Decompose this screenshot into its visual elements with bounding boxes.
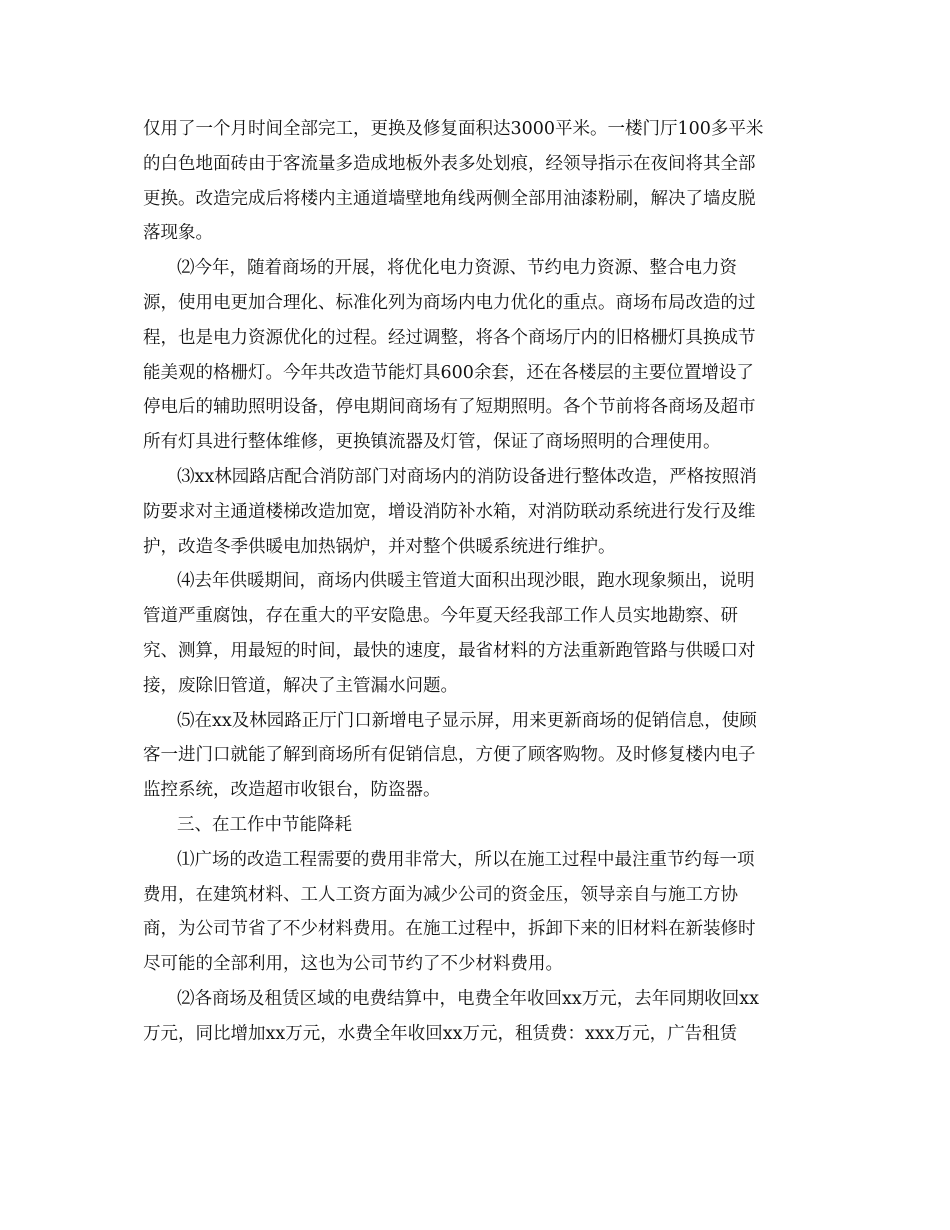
text-line: 能美观的格栅灯。今年共改造节能灯具600余套，还在各楼层的主要位置增设了 xyxy=(143,362,754,383)
text-line: 的白色地面砖由于客流量多造成地板外表多处划痕，经领导指示在夜间将其全部 xyxy=(143,153,756,174)
text-line: 落现象。 xyxy=(143,223,213,244)
text-line: 仅用了一个月时间全部完工，更换及修复面积达3000平米。一楼门厅100多平米 xyxy=(143,119,764,139)
text-line: 尽可能的全部利用，这也为公司节约了不少材料费用。 xyxy=(143,954,563,975)
text-line: 三、在工作中节能降耗 xyxy=(177,814,352,835)
text-line: ⑶xx林园路店配合消防部门对商场内的消防设备进行整体改造，严格按照消 xyxy=(177,466,757,487)
text-line: ⑸在xx及林园路正厅门口新增电子显示屏，用来更新商场的促销信息，使顾 xyxy=(177,710,757,731)
text-line: 客一进门口就能了解到商场所有促销信息，方便了顾客购物。及时修复楼内电子 xyxy=(143,745,756,766)
text-line: 更换。改造完成后将楼内主通道墙壁地角线两侧全部用油漆粉刷，解决了墙皮脱 xyxy=(143,188,756,209)
text-line: 监控系统，改造超市收银台，防盗器。 xyxy=(143,780,441,801)
text-line: 源，使用电更加合理化、标准化列为商场内电力优化的重点。商场布局改造的过 xyxy=(143,292,756,313)
text-line: 管道严重腐蚀，存在重大的平安隐患。今年夏天经我部工作人员实地勘察、研 xyxy=(143,606,738,627)
text-line: ⑵各商场及租赁区域的电费结算中，电费全年收回xx万元，去年同期收回xx xyxy=(177,988,759,1009)
text-line: ⑴广场的改造工程需要的费用非常大，所以在施工过程中最注重节约每一项 xyxy=(177,849,755,870)
text-line: 停电后的辅助照明设备，停电期间商场有了短期照明。各个节前将各商场及超市 xyxy=(143,397,756,418)
text-line: 程，也是电力资源优化的过程。经过调整，将各个商场厅内的旧格栅灯具换成节 xyxy=(143,327,756,348)
document-body xyxy=(143,112,807,1052)
text-line: 护，改造冬季供暖电加热锅炉，并对整个供暖系统进行维护。 xyxy=(143,536,616,557)
text-line: 费用，在建筑材料、工人工资方面为减少公司的资金压，领导亲自与施工方协 xyxy=(143,884,738,905)
text-line: 防要求对主通道楼梯改造加宽，增设消防补水箱，对消防联动系统进行发行及维 xyxy=(143,501,756,522)
text-line: 商，为公司节省了不少材料费用。在施工过程中，拆卸下来的旧材料在新装修时 xyxy=(143,919,756,940)
text-line: 万元，同比增加xx万元，水费全年收回xx万元，租赁费：xxx万元，广告租赁 xyxy=(143,1023,738,1044)
text-line: 究、测算，用最短的时间，最快的速度，最省材料的方法重新跑管路与供暖口对 xyxy=(143,640,756,661)
text-line: ⑵今年，随着商场的开展，将优化电力资源、节约电力资源、整合电力资 xyxy=(177,258,737,279)
text-line: 接，废除旧管道，解决了主管漏水问题。 xyxy=(143,675,458,696)
text-line: ⑷去年供暖期间，商场内供暖主管道大面积出现沙眼，跑水现象频出，说明 xyxy=(177,571,755,592)
text-line: 所有灯具进行整体维修，更换镇流器及灯管，保证了商场照明的合理使用。 xyxy=(143,432,721,453)
